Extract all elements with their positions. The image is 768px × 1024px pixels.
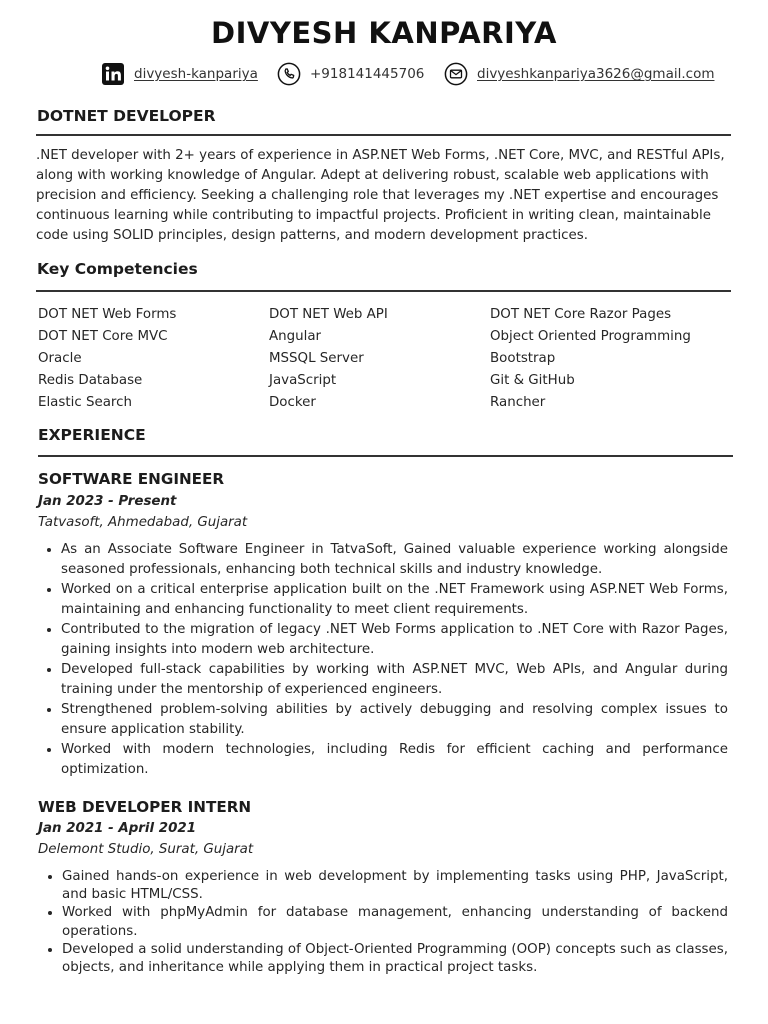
phone-number: +918141445706 — [310, 66, 425, 82]
competency-item: Redis Database — [38, 373, 143, 388]
linkedin-link[interactable]: divyesh-kanpariya — [134, 66, 258, 82]
competency-item: DOT NET Core MVC — [38, 329, 168, 344]
responsibility-item: • Developed a solid understanding of Object-Oriented Programming (OOP) concepts such as classes, objects, and inheritance while applying them in practical project tasks. — [62, 941, 728, 977]
competency-item: Rancher — [490, 395, 546, 410]
competency-item: Angular — [269, 329, 322, 344]
competency-item: Bootstrap — [490, 351, 556, 366]
competency-column-2 — [269, 304, 388, 414]
responsibility-item: • Worked with phpMyAdmin for database management, enhancing understanding of backend operations. — [62, 904, 728, 940]
profile-heading: DOTNET DEVELOPER — [37, 107, 216, 125]
job-responsibilities — [38, 540, 728, 780]
job-company: Tatvasoft, Ahmedabad, Gujarat — [38, 515, 248, 530]
email-contact[interactable] — [444, 62, 714, 86]
contact-bar — [0, 62, 768, 86]
competency-item: JavaScript — [269, 373, 337, 388]
email-link[interactable]: divyeshkanpariya3626@gmail.com — [477, 66, 715, 82]
responsibility-item: • Gained hands-on experience in web development by implementing tasks using PHP, JavaScript, and basic HTML/CSS. — [62, 868, 728, 904]
section-divider — [38, 455, 733, 457]
responsibility-item: • Developed full-stack capabilities by working with ASP.NET MVC, Web APIs, and Angular during training under the mentorship of experienced engineers. — [61, 660, 728, 700]
competency-item: Elastic Search — [38, 395, 132, 410]
phone-icon — [277, 62, 301, 86]
phone-contact — [277, 62, 424, 86]
job-title: SOFTWARE ENGINEER — [38, 470, 225, 488]
competency-item: Object Oriented Programming — [490, 329, 691, 344]
job-dates: Jan 2021 - April 2021 — [38, 821, 197, 836]
responsibility-item: • Worked with modern technologies, including Redis for efficient caching and performance optimization. — [61, 740, 728, 780]
job-responsibilities — [39, 868, 728, 977]
experience-heading: EXPERIENCE — [38, 426, 146, 444]
section-divider — [36, 134, 731, 136]
competency-item: Git & GitHub — [490, 373, 575, 388]
competency-item: Oracle — [38, 351, 82, 366]
competencies-heading: Key Competencies — [37, 260, 198, 278]
job-title: WEB DEVELOPER INTERN — [38, 798, 252, 816]
responsibility-item: • Strengthened problem-solving abilities by actively debugging and resolving complex issues to ensure application stability. — [61, 700, 728, 740]
responsibility-item: • Worked on a critical enterprise application built on the .NET Framework using ASP.NET Web Forms, maintaining and enhancing functionality to meet client requirements. — [61, 580, 728, 620]
competency-item: Docker — [269, 395, 316, 410]
section-divider — [36, 290, 731, 292]
competency-item: DOT NET Web API — [269, 307, 388, 322]
job-company: Delemont Studio, Surat, Gujarat — [38, 842, 254, 857]
competency-item: MSSQL Server — [269, 351, 364, 366]
candidate-name: DIVYESH KANPARIYA — [211, 16, 557, 50]
responsibility-item: • As an Associate Software Engineer in TatvaSoft, Gained valuable experience working alongside seasoned professionals, enhancing both technical skills and industry knowledge. — [61, 540, 728, 580]
competency-column-1 — [38, 304, 176, 414]
competency-column-3 — [490, 304, 691, 414]
job-dates: Jan 2023 - Present — [38, 494, 177, 509]
linkedin-icon — [101, 62, 125, 86]
profile-summary: .NET developer with 2+ years of experience in ASP.NET Web Forms, .NET Core, MVC, and RESTful APIs, along with working knowledge of Angular. Adept at delivering robust, scalable web applications with precision and efficiency. Seeking a challenging role that leverages my .NET expertise and encourages continuous learning while contributing to impactful projects. Proficient in writing clean, maintainable code using SOLID principles, design patterns, and modern development practices. — [36, 148, 725, 243]
mail-icon — [444, 62, 468, 86]
competency-item: DOT NET Core Razor Pages — [490, 307, 672, 322]
responsibility-item: • Contributed to the migration of legacy .NET Web Forms application to .NET Core with Razor Pages, gaining insights into modern web architecture. — [61, 620, 728, 660]
competency-item: DOT NET Web Forms — [38, 307, 177, 322]
linkedin-contact[interactable] — [101, 62, 258, 86]
